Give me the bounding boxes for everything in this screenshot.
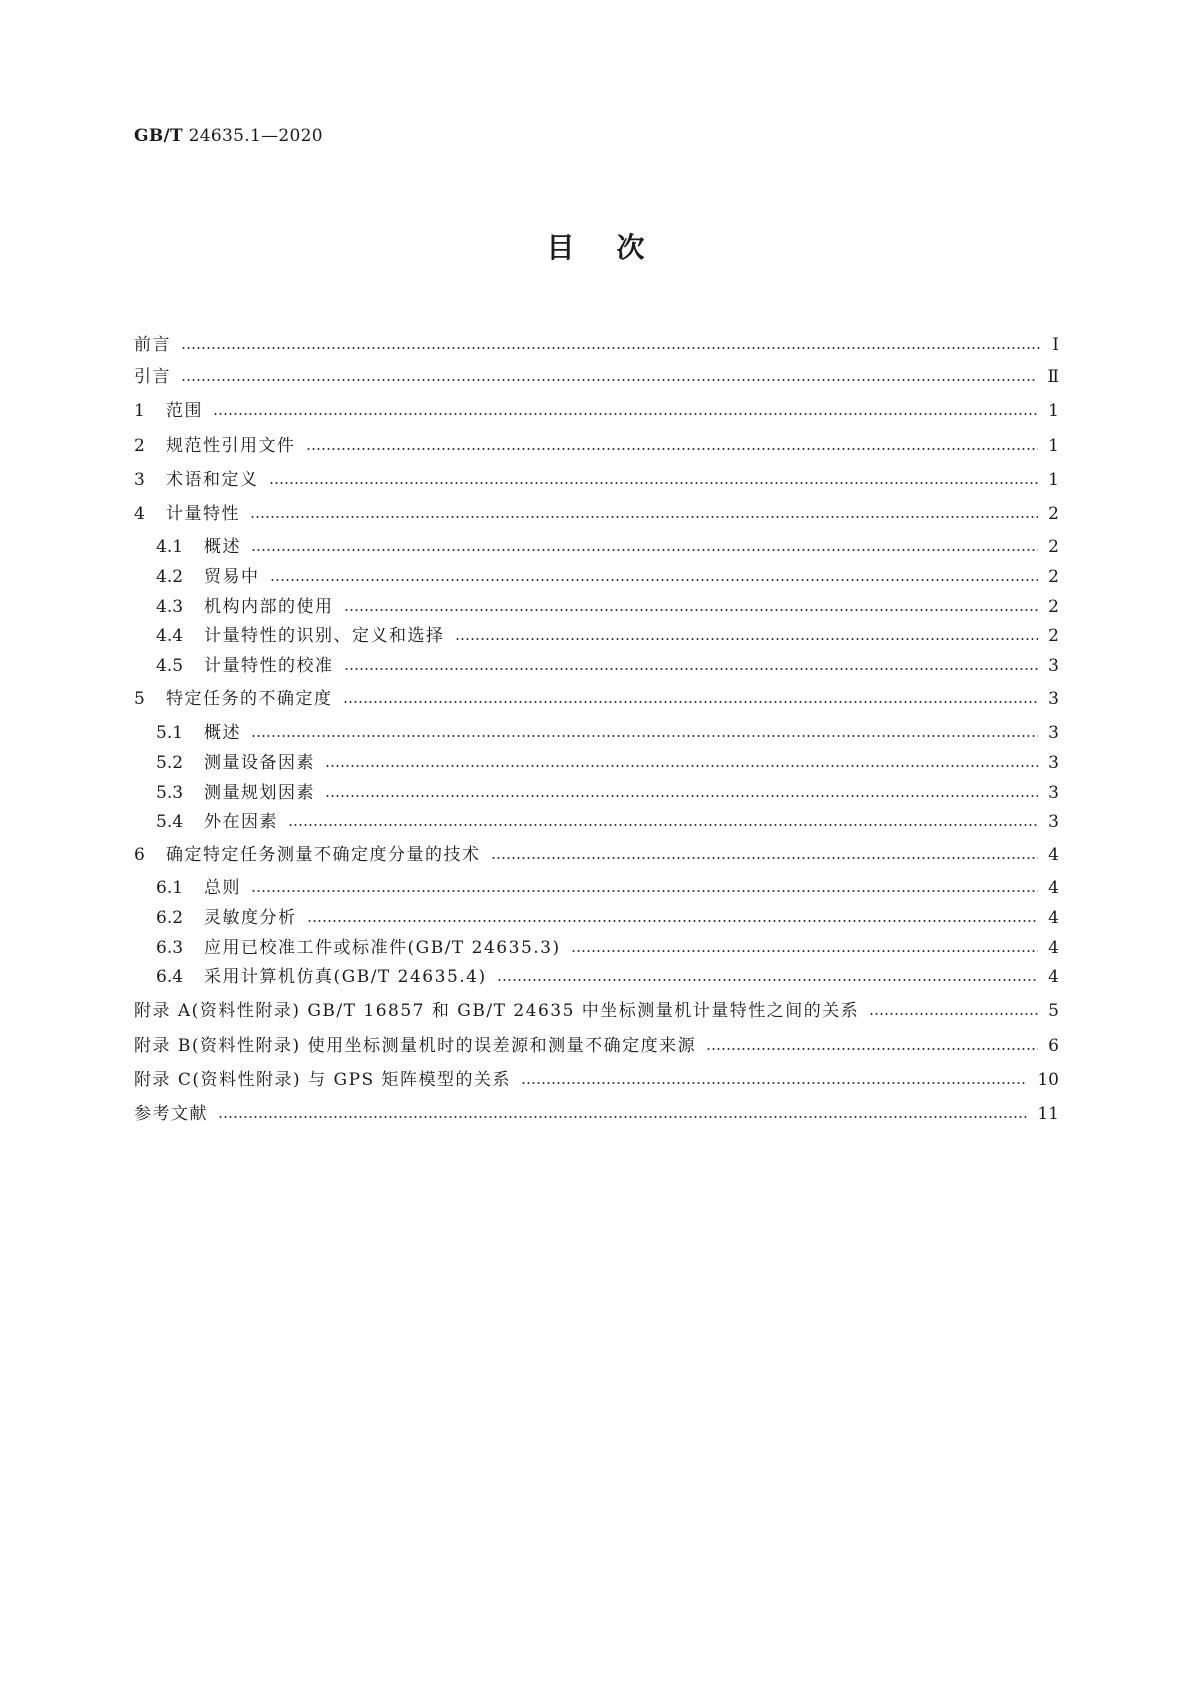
toc-entry-label: 特定任务的不确定度 <box>166 689 333 709</box>
toc-entry-label: 外在因素 <box>204 812 278 832</box>
toc-entry-number: 5.3 <box>156 783 184 803</box>
toc-entry-label: 规范性引用文件 <box>166 436 296 456</box>
toc-entry-4-1[interactable] <box>156 528 1059 556</box>
toc-entry-number: 6.2 <box>156 908 184 928</box>
toc-page-number: 4 <box>1048 967 1059 987</box>
toc-leader-dots <box>343 701 1039 703</box>
toc-page-number: Ⅱ <box>1047 367 1059 387</box>
toc-leader-dots <box>269 482 1039 484</box>
toc-entry-number: 3 <box>134 470 145 490</box>
toc-entry-label: 范围 <box>166 401 203 421</box>
toc-entry-number: 4.1 <box>156 537 184 557</box>
toc-entry-number: 4.5 <box>156 656 184 676</box>
toc-entry-introduction[interactable] <box>134 358 1059 386</box>
toc-leader-dots <box>325 795 1038 797</box>
toc-entry-4-5[interactable] <box>156 647 1059 675</box>
toc-leader-dots <box>181 379 1037 381</box>
toc-entry-5-4[interactable] <box>156 803 1059 831</box>
toc-entry-annex-b[interactable] <box>134 1027 1059 1055</box>
toc-entry-6-4[interactable] <box>156 958 1059 986</box>
toc-leader-dots <box>325 765 1038 767</box>
toc-page-number: 1 <box>1048 436 1059 456</box>
toc-entry-6-2[interactable] <box>156 899 1059 927</box>
toc-entry-number: 4.2 <box>156 567 184 587</box>
toc-entry-4-2[interactable] <box>156 558 1059 586</box>
toc-entry-number: 6 <box>134 845 145 865</box>
toc-page-number: Ⅰ <box>1052 335 1059 355</box>
toc-entry-number: 1 <box>134 401 145 421</box>
toc-page-number: 4 <box>1048 845 1059 865</box>
toc-page-number: 6 <box>1048 1036 1059 1056</box>
toc-entry-label: 测量规划因素 <box>204 783 315 803</box>
toc-entry-label: 概述 <box>204 537 241 557</box>
toc-entry-5[interactable] <box>134 680 1059 708</box>
toc-page-number: 2 <box>1048 567 1059 587</box>
toc-entry-label: 术语和定义 <box>166 470 259 490</box>
toc-entry-2[interactable] <box>134 427 1059 455</box>
toc-leader-dots <box>251 735 1038 737</box>
toc-leader-dots <box>218 1116 1027 1118</box>
toc-entry-number: 6.4 <box>156 967 184 987</box>
toc-leader-dots <box>270 579 1039 581</box>
toc-entry-label: 贸易中 <box>204 567 260 587</box>
toc-entry-number: 5.4 <box>156 812 184 832</box>
toc-entry-label: 计量特性的识别、定义和选择 <box>204 626 445 646</box>
toc-page-number: 4 <box>1048 938 1059 958</box>
toc-entry-label: 采用计算机仿真(GB/T 24635.4) <box>204 967 487 987</box>
toc-leader-dots <box>455 638 1039 640</box>
toc-leader-dots <box>344 668 1039 670</box>
toc-leader-dots <box>521 1082 1027 1084</box>
toc-page-number: 3 <box>1048 656 1059 676</box>
toc-entry-number: 2 <box>134 436 145 456</box>
toc-page-number: 2 <box>1048 626 1059 646</box>
toc-entry-number: 6.1 <box>156 878 184 898</box>
toc-entry-5-1[interactable] <box>156 714 1059 742</box>
toc-entry-label: 应用已校准工件或标准件(GB/T 24635.3) <box>204 938 561 958</box>
toc-leader-dots <box>213 413 1038 415</box>
toc-entry-label: 参考文献 <box>134 1104 208 1124</box>
toc-leader-dots <box>251 890 1038 892</box>
toc-entry-4[interactable] <box>134 495 1059 523</box>
toc-entry-number: 4.3 <box>156 597 184 617</box>
toc-entry-label: 确定特定任务测量不确定度分量的技术 <box>166 845 481 865</box>
toc-page-number: 3 <box>1048 689 1059 709</box>
toc-entry-bibliography[interactable] <box>134 1095 1059 1123</box>
toc-page-number: 2 <box>1048 504 1059 524</box>
toc-entry-number: 5.2 <box>156 753 184 773</box>
toc-entry-4-3[interactable] <box>156 588 1059 616</box>
toc-leader-dots <box>571 950 1039 952</box>
toc-leader-dots <box>306 448 1039 450</box>
toc-entry-label: 测量设备因素 <box>204 753 315 773</box>
toc-leader-dots <box>497 979 1039 981</box>
toc-entry-label: 总则 <box>204 878 241 898</box>
toc-entry-5-3[interactable] <box>156 774 1059 802</box>
toc-entry-annex-a[interactable] <box>134 992 1059 1020</box>
standard-prefix: GB/T <box>134 126 183 146</box>
toc-page-number: 3 <box>1048 723 1059 743</box>
toc-page-number: 4 <box>1048 878 1059 898</box>
toc-entry-label: 前言 <box>134 335 171 355</box>
toc-leader-dots <box>706 1048 1038 1050</box>
toc-entry-annex-c[interactable] <box>134 1061 1059 1089</box>
toc-page-number: 4 <box>1048 908 1059 928</box>
toc-entry-number: 5 <box>134 689 145 709</box>
toc-entry-6-1[interactable] <box>156 869 1059 897</box>
toc-leader-dots <box>250 516 1038 518</box>
standard-header <box>134 126 323 146</box>
toc-entry-label: 灵敏度分析 <box>204 908 297 928</box>
toc-entry-label: 计量特性 <box>166 504 240 524</box>
toc-page-number: 2 <box>1048 597 1059 617</box>
toc-entry-label: 计量特性的校准 <box>204 656 334 676</box>
toc-page-number: 11 <box>1037 1104 1059 1124</box>
toc-leader-dots <box>491 857 1039 859</box>
toc-leader-dots <box>251 549 1038 551</box>
toc-entry-label: 机构内部的使用 <box>204 597 334 617</box>
toc-page-number: 3 <box>1048 812 1059 832</box>
toc-leader-dots <box>288 824 1038 826</box>
toc-page-number: 10 <box>1037 1070 1059 1090</box>
toc-page-number: 1 <box>1048 401 1059 421</box>
toc-leader-dots <box>181 347 1041 349</box>
toc-page-number: 5 <box>1048 1001 1059 1021</box>
toc-leader-dots <box>869 1013 1038 1015</box>
toc-entry-1[interactable] <box>134 392 1059 420</box>
toc-entry-label: 附录 A(资料性附录) GB/T 16857 和 GB/T 24635 中坐标测量机计量特性之间的关系 <box>134 1001 860 1021</box>
toc-entry-6-3[interactable] <box>156 929 1059 957</box>
toc-entry-label: 引言 <box>134 367 171 387</box>
toc-leader-dots <box>307 920 1039 922</box>
toc-leader-dots <box>344 609 1039 611</box>
toc-title: 目次 <box>546 231 687 264</box>
toc-page-number: 2 <box>1048 537 1059 557</box>
toc-page-number: 1 <box>1048 470 1059 490</box>
toc-entry-4-4[interactable] <box>156 617 1059 645</box>
toc-entry-5-2[interactable] <box>156 744 1059 772</box>
toc-entry-6[interactable] <box>134 836 1059 864</box>
toc-entry-foreword[interactable] <box>134 326 1059 354</box>
standard-number: 24635.1—2020 <box>188 126 323 146</box>
toc-entry-number: 6.3 <box>156 938 184 958</box>
toc-entry-number: 4 <box>134 504 145 524</box>
toc-entry-number: 5.1 <box>156 723 184 743</box>
toc-entry-label: 附录 B(资料性附录) 使用坐标测量机时的误差源和测量不确定度来源 <box>134 1036 697 1056</box>
toc-entry-label: 附录 C(资料性附录) 与 GPS 矩阵模型的关系 <box>134 1070 512 1090</box>
toc-entry-label: 概述 <box>204 723 241 743</box>
toc-entry-3[interactable] <box>134 461 1059 489</box>
toc-page-number: 3 <box>1048 783 1059 803</box>
toc-entry-number: 4.4 <box>156 626 184 646</box>
toc-page-number: 3 <box>1048 753 1059 773</box>
